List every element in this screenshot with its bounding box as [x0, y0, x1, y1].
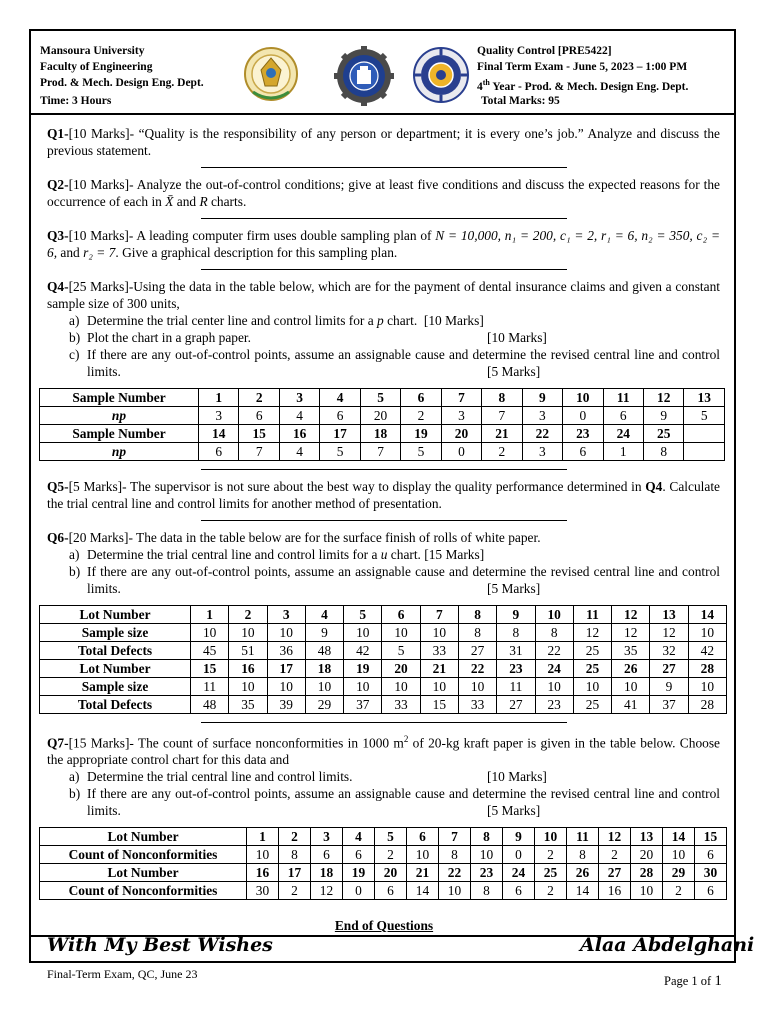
table-cell: 2 [401, 407, 441, 425]
table-cell: 8 [279, 846, 311, 864]
table-cell: 10 [420, 624, 458, 642]
table-cell: 28 [688, 660, 726, 678]
footer-exam-label: Final-Term Exam, QC, June 23 [47, 967, 198, 981]
table-cell: 25 [573, 660, 611, 678]
table-cell: 48 [305, 642, 343, 660]
university-name: Mansoura University [40, 45, 145, 57]
table-row: Count of Nonconformities 10 8 6 6 2 10 8 10 0 2 8 2 20 10 6 [40, 846, 727, 864]
separator [201, 520, 567, 521]
table-cell: 8 [567, 846, 599, 864]
table-row: Total Defects 45 51 36 48 42 5 33 27 31 22 25 35 32 42 [40, 642, 727, 660]
table-cell: 14 [407, 882, 439, 900]
table-cell: 2 [599, 846, 631, 864]
separator [201, 722, 567, 723]
table-cell: 10 [344, 678, 382, 696]
table-cell: 19 [401, 425, 441, 443]
question-2: Q2-[10 Marks]- Analyze the out-of-control conditions; give at least five conditions and discuss the expected reasons for the occurrence of each in X̄ and R charts. [47, 177, 720, 209]
table-cell: 29 [663, 864, 695, 882]
table-cell: 2 [279, 882, 311, 900]
table-cell: 10 [563, 389, 603, 407]
table-cell: 8 [458, 606, 496, 624]
table-cell: 16 [599, 882, 631, 900]
table-cell: 17 [279, 864, 311, 882]
table-cell: 13 [631, 828, 663, 846]
year-program: 4th Year - Prod. & Mech. Design Eng. Dept. [477, 78, 689, 93]
table-cell: 22 [439, 864, 471, 882]
table-cell: 2 [663, 882, 695, 900]
table-cell: 10 [612, 678, 650, 696]
table-cell: 15 [239, 425, 279, 443]
table-cell: 12 [650, 624, 688, 642]
table-cell: 0 [343, 882, 375, 900]
table-cell: 20 [375, 864, 407, 882]
question-6-parts [47, 546, 720, 597]
table-cell: 12 [573, 624, 611, 642]
table-cell: 10 [229, 678, 267, 696]
table-cell: 18 [311, 864, 343, 882]
total-marks: Total Marks: 95 [481, 95, 560, 107]
table-row: Lot Number 15 16 17 18 19 20 21 22 23 24 25 26 27 28 [40, 660, 727, 678]
table-cell: 10 [535, 828, 567, 846]
table-cell: 3 [267, 606, 305, 624]
table-cell: 33 [420, 642, 458, 660]
table-cell: 3 [522, 407, 562, 425]
table-cell: 11 [567, 828, 599, 846]
table-cell: 28 [631, 864, 663, 882]
table-cell: 0 [441, 443, 481, 461]
table-row: np 6 7 4 5 7 5 0 2 3 6 1 8 [40, 443, 725, 461]
table-cell: 14 [567, 882, 599, 900]
table-cell: 23 [563, 425, 603, 443]
table-cell: 6 [382, 606, 420, 624]
best-wishes-text: With My Best Wishes [47, 934, 273, 956]
table-cell: 5 [382, 642, 420, 660]
table-cell: 25 [573, 696, 611, 714]
table-cell: 27 [458, 642, 496, 660]
examiner-signature: Alaa Abdelghani [580, 934, 755, 956]
table-cell: 3 [311, 828, 343, 846]
table-cell: 27 [599, 864, 631, 882]
table-cell: 9 [503, 828, 535, 846]
table-cell: 6 [375, 882, 407, 900]
table-cell: 6 [199, 443, 239, 461]
table-cell: 6 [239, 407, 279, 425]
table-cell: 10 [344, 624, 382, 642]
table-cell: 5 [320, 443, 360, 461]
table-cell: 10 [247, 846, 279, 864]
table-cell: 5 [360, 389, 400, 407]
table-cell: 21 [420, 660, 458, 678]
table-cell: 7 [239, 443, 279, 461]
table-cell: 10 [573, 678, 611, 696]
table-cell: 1 [603, 443, 643, 461]
table-cell: 30 [247, 882, 279, 900]
table-cell: 10 [688, 678, 726, 696]
table-cell: 15 [420, 696, 458, 714]
table-cell: 45 [191, 642, 229, 660]
table-cell: 23 [497, 660, 535, 678]
question-1: Q1-[10 Marks]- “Quality is the responsibility of any person or department; it is every one’s job.” Analyze and discuss the previous statement. [47, 126, 720, 158]
table-cell: 8 [643, 443, 683, 461]
table-cell: 3 [279, 389, 319, 407]
university-seal-logo-icon [243, 46, 299, 111]
table-cell: 11 [497, 678, 535, 696]
table-cell: 6 [343, 846, 375, 864]
table-cell: 33 [458, 696, 496, 714]
question-3: Q3-[10 Marks]- A leading computer firm uses double sampling plan of N = 10,000, n₁ = 200, c₁ = 2, r₁ = 6, n₂ = 350, c₂ = 6, and r₂ = 7. Give a graphical description for this sampling plan. [47, 228, 720, 260]
q6-data-table [39, 605, 727, 714]
questions-content [47, 125, 720, 908]
table-cell: 13 [650, 606, 688, 624]
table-cell: 1 [191, 606, 229, 624]
table-cell: 9 [305, 624, 343, 642]
table-row: Lot Number 16 17 18 19 20 21 22 23 24 25 26 27 28 29 30 [40, 864, 727, 882]
table-cell: 11 [191, 678, 229, 696]
table-cell: 20 [441, 425, 481, 443]
table-cell: 20 [631, 846, 663, 864]
table-cell: 29 [305, 696, 343, 714]
table-cell: 6 [401, 389, 441, 407]
table-row: Total Defects 48 35 39 29 37 33 15 33 27 23 25 41 37 28 [40, 696, 727, 714]
faculty-engineering-logo-icon [334, 46, 394, 111]
table-cell: 20 [360, 407, 400, 425]
table-cell: 1 [247, 828, 279, 846]
table-cell: 35 [229, 696, 267, 714]
end-of-questions: End of Questions [334, 918, 434, 933]
table-cell: 4 [279, 407, 319, 425]
table-row: Lot Number 1 2 3 4 5 6 7 8 9 10 11 12 13 14 15 [40, 828, 727, 846]
table-row: np 3 6 4 6 20 2 3 7 3 0 6 9 5 [40, 407, 725, 425]
table-cell: 30 [695, 864, 727, 882]
table-cell: 9 [497, 606, 535, 624]
table-row: Sample Number 1 2 3 4 5 6 7 8 9 10 11 12 13 [40, 389, 725, 407]
table-cell: 10 [229, 624, 267, 642]
table-cell: 36 [267, 642, 305, 660]
table-cell: 8 [458, 624, 496, 642]
header-left [40, 43, 204, 91]
table-cell: 24 [535, 660, 573, 678]
table-cell: 4 [279, 443, 319, 461]
table-cell: 25 [535, 864, 567, 882]
table-cell: 3 [522, 443, 562, 461]
table-row: Lot Number 1 2 3 4 5 6 7 8 9 10 11 12 13 14 [40, 606, 727, 624]
list-item: a) Determine the trial center line and control limits for a p chart. [10 Marks] [69, 313, 484, 328]
question-4-parts [47, 312, 720, 380]
table-cell: 14 [199, 425, 239, 443]
table-cell: 18 [305, 660, 343, 678]
table-cell: 2 [535, 846, 567, 864]
table-cell: 10 [420, 678, 458, 696]
table-cell [684, 425, 725, 443]
header-right [477, 43, 688, 95]
exam-datetime: Final Term Exam - June 5, 2023 – 1:00 PM [477, 61, 688, 73]
table-cell: 6 [603, 407, 643, 425]
page-number: Page 1 of 1 [664, 973, 722, 989]
table-cell: 2 [279, 828, 311, 846]
table-cell: 10 [407, 846, 439, 864]
table-cell: 2 [375, 846, 407, 864]
table-cell: 22 [458, 660, 496, 678]
table-cell: 4 [305, 606, 343, 624]
table-cell: 13 [684, 389, 725, 407]
table-cell: 0 [503, 846, 535, 864]
table-cell: 3 [441, 407, 481, 425]
table-cell: 35 [612, 642, 650, 660]
table-cell: 3 [199, 407, 239, 425]
faculty-name: Faculty of Engineering [40, 61, 153, 73]
table-cell: 41 [612, 696, 650, 714]
table-cell: 14 [663, 828, 695, 846]
table-cell: 5 [684, 407, 725, 425]
table-cell: 22 [535, 642, 573, 660]
table-cell: 12 [612, 624, 650, 642]
table-cell: 5 [401, 443, 441, 461]
separator [201, 469, 567, 470]
table-cell: 39 [267, 696, 305, 714]
table-cell: 7 [441, 389, 481, 407]
table-cell: 10 [305, 678, 343, 696]
table-cell: 19 [343, 864, 375, 882]
table-cell: 6 [695, 882, 727, 900]
table-cell: 48 [191, 696, 229, 714]
list-item: a) Determine the trial central line and control limits. [10 Marks] [69, 769, 547, 785]
table-cell: 10 [535, 606, 573, 624]
table-cell: 37 [650, 696, 688, 714]
table-cell: 10 [458, 678, 496, 696]
table-cell: 9 [643, 407, 683, 425]
table-cell: 8 [497, 624, 535, 642]
table-cell: 31 [497, 642, 535, 660]
list-item: a) Determine the trial central line and control limits for a u chart. [15 Marks] [69, 547, 485, 562]
table-cell: 10 [439, 882, 471, 900]
separator [201, 218, 567, 219]
table-cell: 6 [563, 443, 603, 461]
table-cell: 12 [599, 828, 631, 846]
table-cell: 11 [573, 606, 611, 624]
table-cell: 12 [311, 882, 343, 900]
table-cell: 9 [522, 389, 562, 407]
table-cell: 7 [360, 443, 400, 461]
question-5: Q5-[5 Marks]- The supervisor is not sure about the best way to display the quality performance determined in Q4. Calculate the trial central line and control limits for another method of presentation. [47, 479, 720, 511]
table-cell: 2 [239, 389, 279, 407]
table-cell: 5 [375, 828, 407, 846]
table-cell: 2 [535, 882, 567, 900]
table-cell: 33 [382, 696, 420, 714]
table-cell: 6 [695, 846, 727, 864]
table-cell: 5 [344, 606, 382, 624]
separator [201, 167, 567, 168]
table-cell: 18 [360, 425, 400, 443]
list-item: b) Plot the chart in a graph paper. [10 Marks] [69, 330, 547, 345]
table-cell: 42 [344, 642, 382, 660]
table-cell: 10 [267, 678, 305, 696]
question-7: Q7-[15 Marks]- The count of surface nonconformities in 1000 $m^2$ of 20-kg kraft paper is given in the table below. Choose the appropriate control chart for this data and [47, 734, 720, 768]
table-cell: 6 [320, 407, 360, 425]
table-cell: 8 [535, 624, 573, 642]
table-row: Count of Nonconformities 30 2 12 0 6 14 10 8 6 2 14 16 10 2 6 [40, 882, 727, 900]
table-cell: 10 [382, 624, 420, 642]
table-row: Sample size 11 10 10 10 10 10 10 10 11 10 10 10 9 10 [40, 678, 727, 696]
table-cell [684, 443, 725, 461]
exam-time: Time: 3 Hours [40, 95, 112, 107]
table-cell: 27 [650, 660, 688, 678]
department-name: Prod. & Mech. Design Eng. Dept. [40, 77, 204, 89]
table-cell: 22 [522, 425, 562, 443]
header-divider [31, 113, 734, 115]
table-cell: 21 [482, 425, 522, 443]
table-cell: 8 [482, 389, 522, 407]
table-cell: 10 [471, 846, 503, 864]
table-cell: 23 [535, 696, 573, 714]
table-cell: 27 [497, 696, 535, 714]
department-gear-logo-icon [412, 46, 470, 109]
question-7-parts [47, 768, 720, 819]
table-cell: 7 [482, 407, 522, 425]
list-item: b) If there are any out-of-control points, assume an assignable cause and determine the revised central line and control limits. [5 Marks] [69, 564, 720, 596]
table-cell: 2 [482, 443, 522, 461]
table-cell: 14 [688, 606, 726, 624]
table-cell: 6 [407, 828, 439, 846]
table-cell: 10 [191, 624, 229, 642]
table-cell: 51 [229, 642, 267, 660]
q4-data-table [39, 388, 725, 461]
table-cell: 4 [343, 828, 375, 846]
table-cell: 6 [311, 846, 343, 864]
table-cell: 4 [320, 389, 360, 407]
table-cell: 25 [643, 425, 683, 443]
table-cell: 12 [612, 606, 650, 624]
separator [201, 269, 567, 270]
table-cell: 16 [247, 864, 279, 882]
table-cell: 37 [344, 696, 382, 714]
table-cell: 6 [503, 882, 535, 900]
table-cell: 10 [663, 846, 695, 864]
q7-data-table [39, 827, 727, 900]
table-cell: 8 [439, 846, 471, 864]
table-cell: 10 [535, 678, 573, 696]
table-cell: 23 [471, 864, 503, 882]
table-cell: 1 [199, 389, 239, 407]
list-item: c) If there are any out-of-control points, assume an assignable cause and determine the revised central line and control limits. [5 Marks] [69, 347, 720, 379]
table-cell: 26 [567, 864, 599, 882]
table-cell: 10 [267, 624, 305, 642]
table-cell: 26 [612, 660, 650, 678]
table-cell: 15 [695, 828, 727, 846]
table-cell: 10 [688, 624, 726, 642]
table-cell: 19 [344, 660, 382, 678]
table-cell: 2 [229, 606, 267, 624]
table-cell: 8 [471, 828, 503, 846]
table-cell: 16 [229, 660, 267, 678]
table-cell: 24 [503, 864, 535, 882]
table-cell: 17 [320, 425, 360, 443]
table-cell: 42 [688, 642, 726, 660]
table-row: Sample Number 14 15 16 17 18 19 20 21 22 23 24 25 [40, 425, 725, 443]
table-cell: 16 [279, 425, 319, 443]
table-cell: 25 [573, 642, 611, 660]
table-cell: 28 [688, 696, 726, 714]
table-row: Sample size 10 10 10 9 10 10 10 8 8 8 12 12 12 10 [40, 624, 727, 642]
table-cell: 12 [643, 389, 683, 407]
table-cell: 15 [191, 660, 229, 678]
question-4: Q4-[25 Marks]-Using the data in the table below, which are for the payment of dental insurance claims and given a constant sample size of 300 units, [47, 279, 720, 311]
table-cell: 20 [382, 660, 420, 678]
table-cell: 10 [631, 882, 663, 900]
table-cell: 11 [603, 389, 643, 407]
table-cell: 8 [471, 882, 503, 900]
question-6: Q6-[20 Marks]- The data in the table below are for the surface finish of rolls of white paper. [47, 530, 541, 545]
table-cell: 10 [382, 678, 420, 696]
course-title: Quality Control [PRE5422] [477, 45, 612, 57]
table-cell: 7 [439, 828, 471, 846]
table-cell: 24 [603, 425, 643, 443]
list-item: b) If there are any out-of-control points, assume an assignable cause and determine the revised central line and control limits. [5 Marks] [69, 786, 720, 819]
table-cell: 21 [407, 864, 439, 882]
table-cell: 7 [420, 606, 458, 624]
table-cell: 0 [563, 407, 603, 425]
table-cell: 32 [650, 642, 688, 660]
table-cell: 17 [267, 660, 305, 678]
table-cell: 9 [650, 678, 688, 696]
